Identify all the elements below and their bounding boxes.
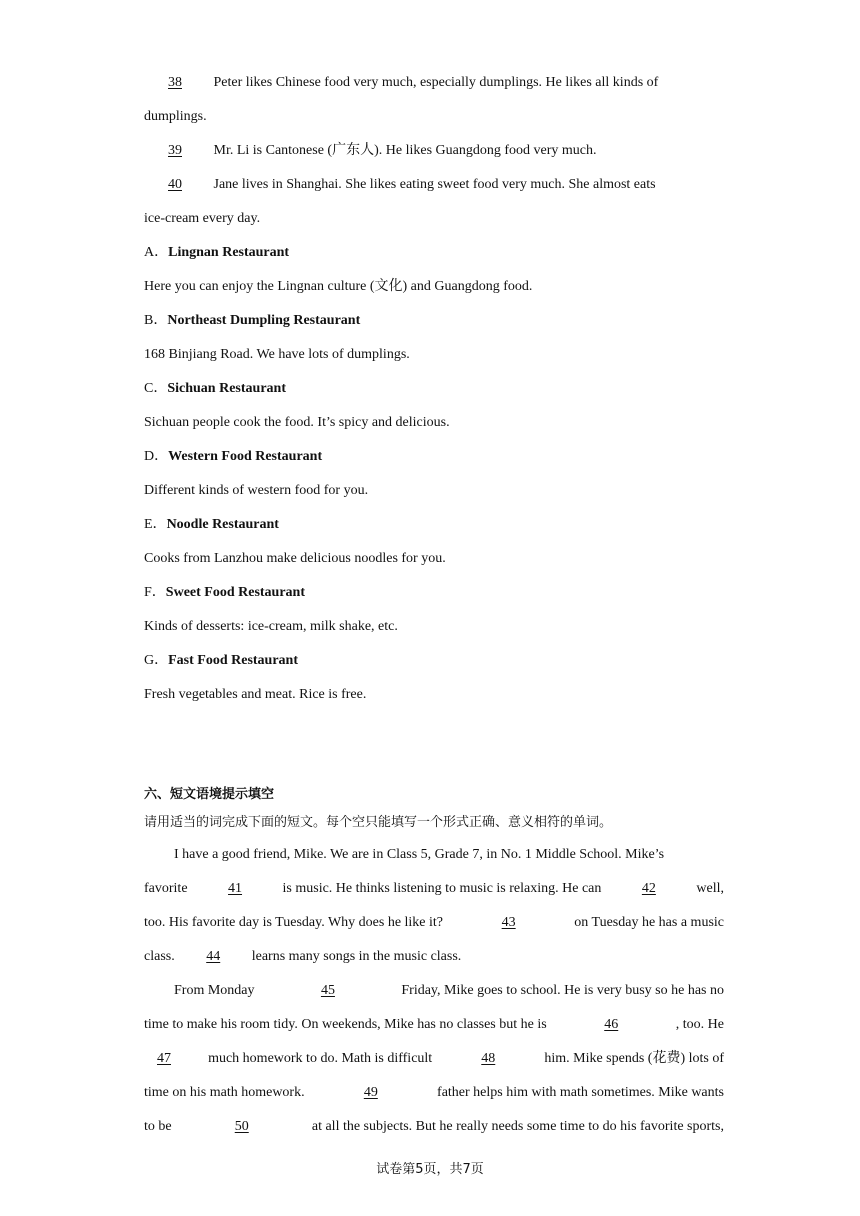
item-40 xyxy=(144,170,724,204)
answer-blank-49[interactable]: 49 xyxy=(363,1085,378,1100)
item-39-text: Mr. Li is Cantonese (广东人). He likes Guangdong food very much. xyxy=(213,143,597,158)
option-name: Sweet Food Restaurant xyxy=(165,585,306,600)
answer-blank-45[interactable]: 45 xyxy=(320,983,335,998)
option-letter: D． xyxy=(144,449,169,464)
exam-page xyxy=(144,68,724,1146)
answer-blank-43[interactable]: 43 xyxy=(501,915,516,930)
option-letter: C． xyxy=(144,381,168,396)
item-39 xyxy=(144,136,724,170)
para1-line1: I have a good friend, Mike. We are in Class 5, Grade 7, in No. 1 Middle School. Mike’s xyxy=(174,847,665,862)
answer-blank-39[interactable]: 39 xyxy=(168,143,182,158)
option-c-title xyxy=(144,374,724,408)
page-footer: 试卷第5页，共7页 xyxy=(376,1162,484,1177)
text-segment: at all the subjects. But he really needs some time to do his favorite sports, xyxy=(311,1119,724,1134)
para1-line4 xyxy=(144,942,724,976)
para2-line5 xyxy=(144,1112,724,1146)
answer-blank-48[interactable]: 48 xyxy=(481,1051,496,1066)
text-segment: , too. He xyxy=(675,1017,724,1032)
option-a-title xyxy=(144,238,724,272)
answer-blank-44[interactable]: 44 xyxy=(206,949,221,964)
option-name: Fast Food Restaurant xyxy=(168,653,299,668)
item-40-cont: ice-cream every day. xyxy=(144,211,261,226)
item-40-text: Jane lives in Shanghai. She likes eating sweet food very much. She almost eats xyxy=(213,177,656,192)
text-segment: Friday, Mike goes to school. He is very busy so he has no xyxy=(401,983,724,998)
text-segment: is music. He thinks listening to music is relaxing. He can xyxy=(282,881,602,896)
section-title: 六、短文语境提示填空 xyxy=(144,787,275,802)
item-38-text: Peter likes Chinese food very much, especially dumplings. He likes all kinds of xyxy=(213,75,659,90)
option-f-desc: Kinds of desserts: ice-cream, milk shake, etc. xyxy=(144,619,398,634)
text-segment: him. Mike spends (花费) lots of xyxy=(544,1051,724,1066)
para1-line2 xyxy=(144,874,724,908)
text-segment: to be xyxy=(144,1119,172,1134)
text-segment: father helps him with math sometimes. Mike wants xyxy=(437,1085,724,1100)
answer-blank-46[interactable]: 46 xyxy=(604,1017,619,1032)
option-name: Sichuan Restaurant xyxy=(167,381,286,396)
option-letter: G． xyxy=(144,653,169,668)
option-name: Western Food Restaurant xyxy=(168,449,323,464)
answer-blank-40[interactable]: 40 xyxy=(168,177,182,192)
item-38 xyxy=(144,68,724,102)
option-g-desc: Fresh vegetables and meat. Rice is free. xyxy=(144,687,367,702)
para2-line2 xyxy=(144,1010,724,1044)
text-segment: well, xyxy=(696,881,724,896)
option-e-desc: Cooks from Lanzhou make delicious noodles for you. xyxy=(144,551,446,566)
option-d-desc: Different kinds of western food for you. xyxy=(144,483,369,498)
answer-blank-41[interactable]: 41 xyxy=(228,881,243,896)
option-e-title xyxy=(144,510,724,544)
option-name: Lingnan Restaurant xyxy=(168,245,290,260)
item-38-cont: dumplings. xyxy=(144,109,207,124)
option-b-title xyxy=(144,306,724,340)
text-segment: learns many songs in the music class. xyxy=(251,949,462,964)
option-letter: A． xyxy=(144,245,169,260)
para2-line3 xyxy=(144,1044,724,1078)
para1-line3 xyxy=(144,908,724,942)
text-segment: on Tuesday he has a music xyxy=(574,915,724,930)
text-segment: class. xyxy=(144,949,175,964)
option-name: Northeast Dumpling Restaurant xyxy=(167,313,361,328)
option-letter: E． xyxy=(144,517,167,532)
option-letter: B． xyxy=(144,313,168,328)
text-segment: much homework to do. Math is difficult xyxy=(208,1051,433,1066)
option-d-title xyxy=(144,442,724,476)
para2-line4 xyxy=(144,1078,724,1112)
option-f-title xyxy=(144,578,724,612)
answer-blank-47[interactable]: 47 xyxy=(157,1051,171,1066)
answer-blank-50[interactable]: 50 xyxy=(234,1119,249,1134)
option-g-title xyxy=(144,646,724,680)
option-b-desc: 168 Binjiang Road. We have lots of dumplings. xyxy=(144,347,410,362)
text-segment: time to make his room tidy. On weekends, Mike has no classes but he is xyxy=(144,1017,547,1032)
answer-blank-38[interactable]: 38 xyxy=(168,75,182,90)
text-segment: From Monday xyxy=(174,983,255,998)
option-name: Noodle Restaurant xyxy=(166,517,279,532)
text-segment: time on his math homework. xyxy=(144,1085,305,1100)
option-a-desc: Here you can enjoy the Lingnan culture (文化) and Guangdong food. xyxy=(144,279,533,294)
text-segment: too. His favorite day is Tuesday. Why does he like it? xyxy=(144,915,444,930)
section-gap xyxy=(144,714,724,782)
option-c-desc: Sichuan people cook the food. It’s spicy and delicious. xyxy=(144,415,450,430)
option-letter: F． xyxy=(144,585,166,600)
text-segment: favorite xyxy=(144,881,188,896)
section-instruction: 请用适当的词完成下面的短文。每个空只能填写一个形式正确、意义相符的单词。 xyxy=(144,815,613,830)
para2-line1 xyxy=(144,976,724,1010)
answer-blank-42[interactable]: 42 xyxy=(641,881,656,896)
